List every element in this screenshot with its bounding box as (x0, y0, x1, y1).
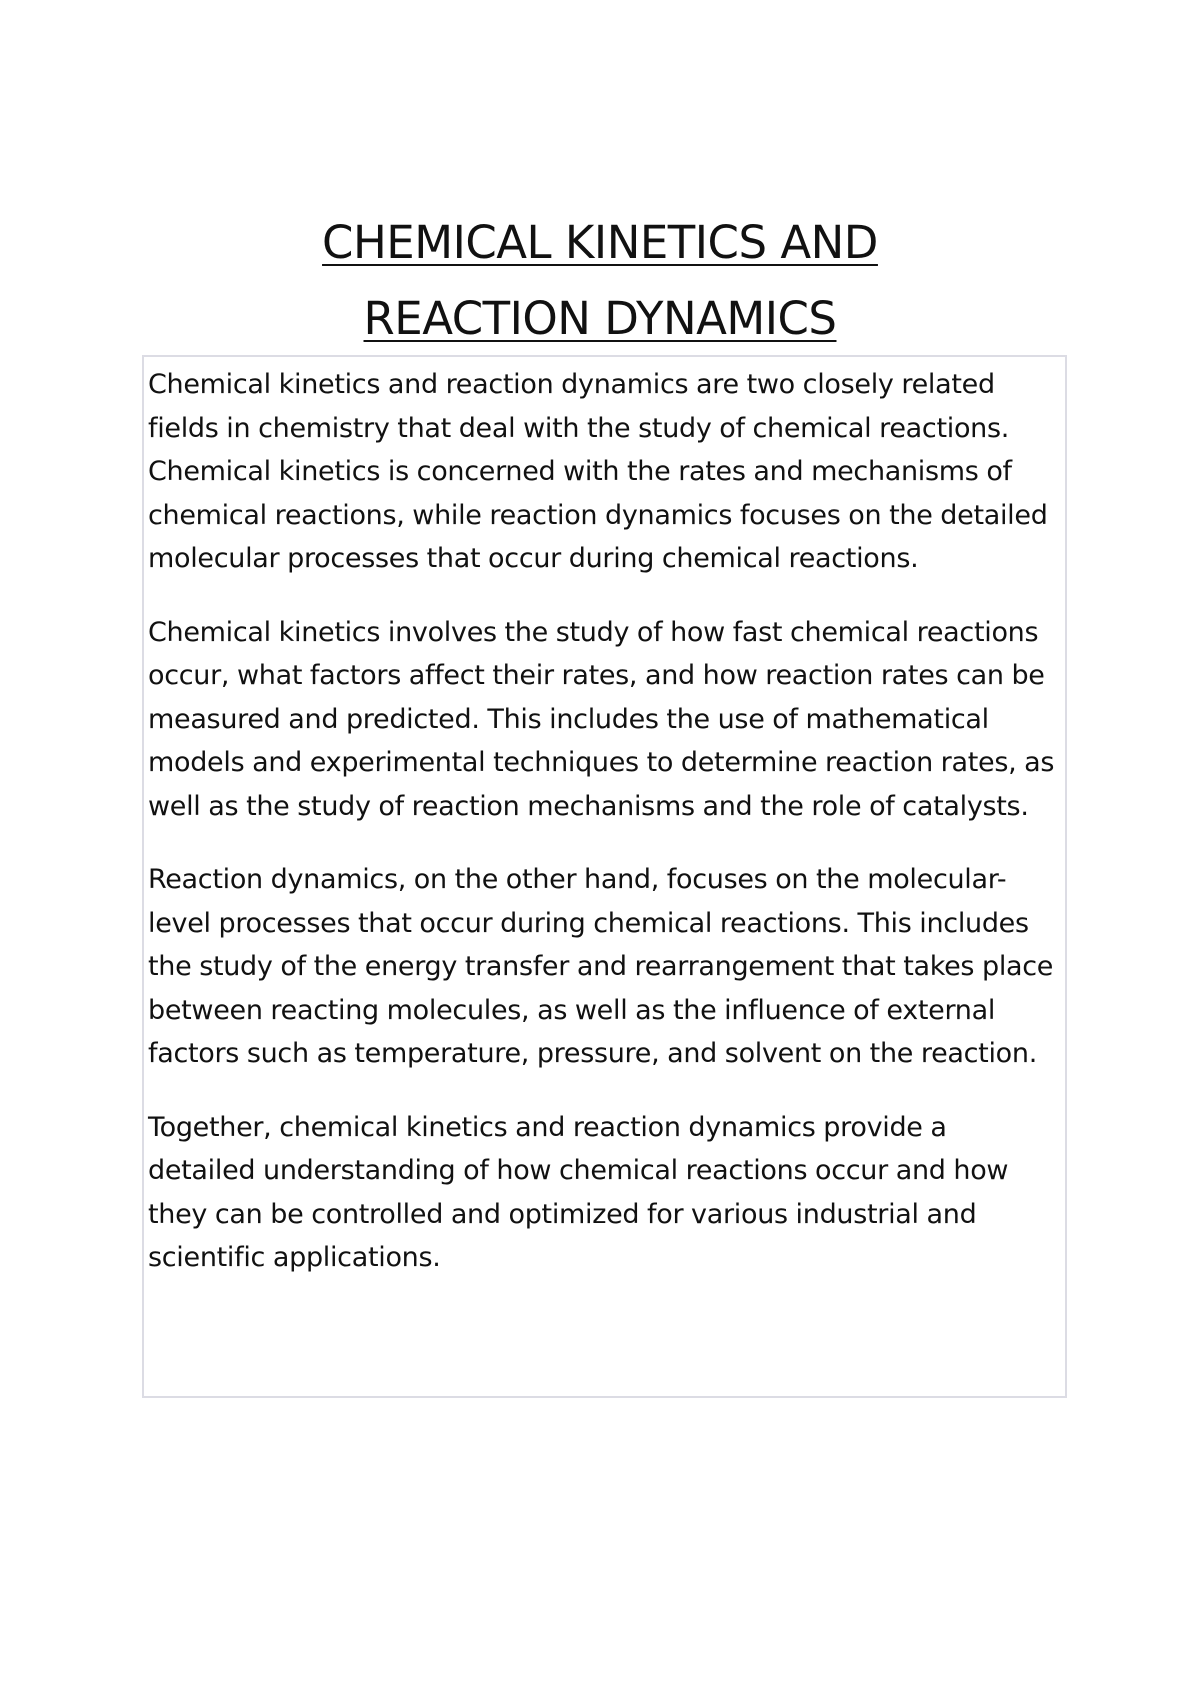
title-line-2: REACTION DYNAMICS (363, 292, 837, 345)
paragraph-2: Chemical kinetics involves the study of how fast chemical reactions occur, what factors affect their rates, and how reaction rates can be measured and predicted. This includes the use of mathematical models and experimental techniques to determine reaction rates, as well as the study of reaction mechanisms and the role of catalysts. (148, 616, 1055, 822)
body-text-box (142, 355, 1067, 1398)
paragraph-3: Reaction dynamics, on the other hand, focuses on the molecular-level processes that occur during chemical reactions. This includes the study of the energy transfer and rearrangement that takes place between reacting molecules, as well as the influence of external factors such as temperature, pressure, and solvent on the reaction. (148, 864, 1054, 1069)
document-title (0, 205, 1200, 357)
paragraph-4: Together, chemical kinetics and reaction dynamics provide a detailed understanding of how chemical reactions occur and how they can be controlled and optimized for various industrial and scientific applications. (148, 1111, 1009, 1273)
title-line-1-wrap (0, 205, 1200, 281)
paragraph-1: Chemical kinetics and reaction dynamics are two closely related fields in chemistry that deal with the study of chemical reactions. Chemical kinetics is concerned with the rates and mechanisms of chemical reactions, while reaction dynamics focuses on the detailed molecular processes that occur during chemical reactions. (148, 369, 1048, 574)
title-line-1: CHEMICAL KINETICS AND (322, 216, 878, 269)
title-line-2-wrap (0, 281, 1200, 357)
